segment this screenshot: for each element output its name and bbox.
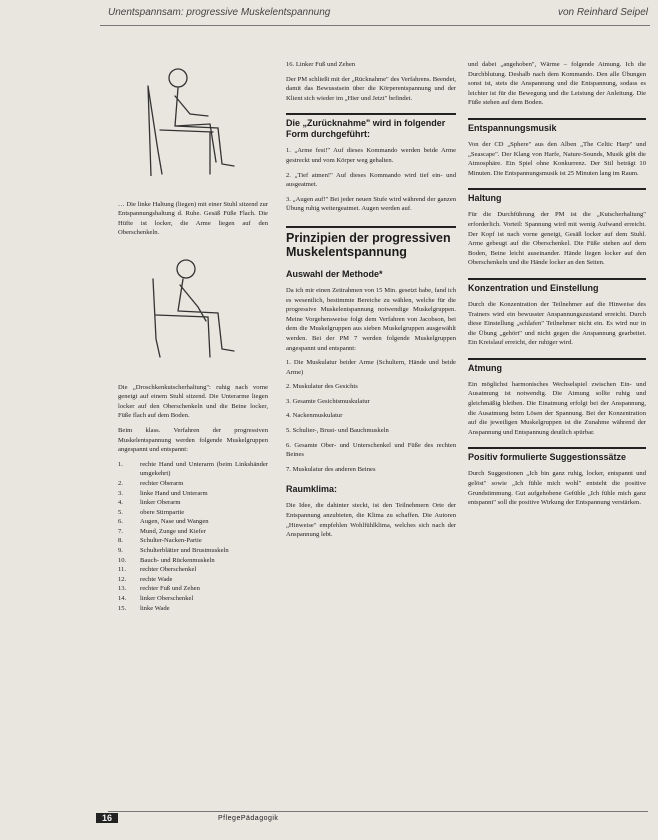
running-header <box>108 5 648 25</box>
figure-caption-2: Die „Droschkenkutscherhaltung": ruhig nach vorne geneigt auf einem Stuhl sitzend. Die Unterarme liegen locker auf den Oberschenkeln und die Beine locker, Füße flach auf dem Boden. <box>118 383 268 420</box>
subsection-heading: Entspannungsmusik <box>468 118 646 134</box>
section-title: Prinzipien der progressiven Muskelentspannung <box>286 226 456 259</box>
page-number: 16 <box>96 813 118 823</box>
column-right <box>468 60 646 830</box>
paragraph: Durch Suggestionen „Ich bin ganz ruhig, locker, entspannt und gelöst" sowie „Ich fühle mich wohl" entsteht die positive Grundstimmung. Gut aufgehobene Gefühle „Ich fühle mich ganz entspannt" soll die positive Wirkung der Entspannung verstärken. <box>468 470 646 507</box>
paragraph: 3. „Augen auf!" Bei jeder neuen Stufe wird während der ganzen Übung ruhig weitergeatmet. Augen werden auf. <box>286 195 456 213</box>
subsection-heading: Auswahl der Methode* <box>286 268 383 279</box>
list-item: 4. Nackenmuskulatur <box>286 412 343 420</box>
paragraph: Für die Durchführung der PM ist die „Kutscherhaltung" erforderlich. Vorteil: Spannung wird mit wenig Aufwand erreicht. Der Kopf ist nach vorne geneigt, Gesäß locker auf dem Stuhl. Arme gebeugt auf die Oberschenkel. Die Füße stehen auf dem Boden, Beine leicht auseinander. Hände liegen locker auf den Oberschenkeln und die Hände locker an den Seiten. <box>468 211 646 267</box>
list-intro: Beim klass. Verfahren der progressiven Muskelentspannung werden folgende Muskelgruppen angespannt und entspannt: <box>118 426 268 454</box>
paragraph: Da ich mir einen Zeitrahmen von 15 Min. gesetzt habe, fand ich es wesentlich, bestimmte Bereiche zu wählen, welche für die progressive Muskelentspannung notwendige Muskelgruppen. Meine Vorgehensweise folgt dem Verfahren von Jacobson, bei dem die Muskelgruppen aus sieben Muskelgruppen ausgewählt werden. Bei der PM 7 werden folgende Muskelgruppen angespannt und entspannt: <box>286 286 456 352</box>
list-item: 5. Schulter-, Brust- und Bauchmuskeln <box>286 427 389 435</box>
header-author: von Reinhard Seipel <box>557 7 648 18</box>
paragraph: Ein möglichst harmonisches Wechselspiel zwischen Ein- und Ausatmung ist notwendig. Die Atmung sollte ruhig und gleichmäßig bleiben. Die Einatmung erfolgt bei der Anspannung, die Ausatmung beim Lösen der Spannung. Bei der Konzentration auf die jeweiligen Muskelgruppen ist die Zunahme während der Anspannung und Entspannung deutlich spürbar. <box>468 380 646 436</box>
list-item: 6. Augen, Nase und Wangen <box>118 518 209 526</box>
list-item: 5. obere Stirnpartie <box>118 508 185 516</box>
paragraph: Von der CD „Sphere" aus den Alben „The Celtic Harp" und „Seascape". Der Klang von Harfe, Nature-Sounds, Musik gibt die Atmosphäre. Ein Spiel ohne Konkurrenz. Der Stil beträgt 10 Minuten. Die Entspannungsmusik ist 25 Minuten lang im Raum. <box>468 140 646 177</box>
column-middle <box>286 60 456 830</box>
figure-seated-upright <box>118 66 268 176</box>
column-left <box>118 60 268 820</box>
paragraph: Durch die Konzentration der Teilnehmer auf die Hinweise des Trainers wird ein bewusster Anspannungszustand erreicht. Durch diese Einstellung „schlafen" Teilnehmer nicht ein. Es wird nur in die Übung „gehört" und nicht gegen die Anspannung gearbeitet. Ein Kreislauf erreicht, der ruhiger wird. <box>468 300 646 347</box>
list-item: 10. Bauch- und Rückenmuskeln <box>118 556 215 564</box>
list-item: 3. Gesamte Gesichtsmuskulatur <box>286 397 370 405</box>
figure-coachman-posture <box>118 249 268 359</box>
subsection-heading: Raumklima: <box>286 484 338 495</box>
list-item: 15. linke Wade <box>118 604 170 612</box>
list-item: 2. Muskulatur des Gesichts <box>286 383 358 391</box>
figure-caption-1: … Die linke Haltung (liegen) mit einer Stuhl sitzend zur Entspannungshaltung d. Ruhe. Gesäß Füße Flach. Die Hüfte ist locker, die Arme liegen auf den Oberschenkeln. <box>118 200 268 237</box>
paragraph: und dabei „angehoben", Wärme – folgende Atmung. Ich die Durchblutung. Deshalb nach dem Kommando. Den alle Übungen sonst ist, stets die Anspannung und die Entspannung, sodass es leichter ist für die Bewegung und die Leistung der Anleitung. Die Füße stehen auf dem Boden. <box>468 61 646 107</box>
list-item: 11. rechter Oberschenkel <box>118 566 197 574</box>
paragraph: Die Idee, die dahinter steckt, ist den Teilnehmern Orte der Entspannung anzubieten, die Klima zu schaffen. Die Autoren „Hinweise" empfehlen Wohlfühlklima, welches sich nach der Anspannung lebt. <box>286 502 456 539</box>
list-item: 2. rechter Oberarm <box>118 479 184 487</box>
publication-name: PflegePädagogik <box>218 815 279 822</box>
section-heading: Die „Zurücknahme" wird in folgender Form durchgeführt: <box>286 113 456 140</box>
paragraph: 2. „Tief atmen!" Auf dieses Kommando wird tief ein- und ausgeatmet. <box>286 171 456 189</box>
list-item: 4. linker Oberarm <box>118 499 181 507</box>
paragraph: Der PM schließt mit der „Rücknahme" des Verfahrens. Beendet, damit das Bewusstsein über die Körperentspannung und der Klient sich wieder im „Hier und Jetzt" befindet. <box>286 75 456 102</box>
list-item: 7. Muskulatur des anderen Beines <box>286 465 376 473</box>
paragraph: 16. Linker Fuß und Zehen <box>286 61 356 68</box>
list-item: 7. Mund, Zunge und Kiefer <box>118 527 206 535</box>
header-title: Unentspannsam: progressive Muskelentspannung <box>108 7 331 18</box>
header-rule <box>100 25 650 26</box>
list-item: 3. linke Hand und Unterarm <box>118 489 208 497</box>
list-item: 6. Gesamte Ober- und Unterschenkel und Füße des rechten Beines <box>286 441 456 459</box>
subsection-heading: Atmung <box>468 358 646 374</box>
subsection-heading: Konzentration und Einstellung <box>468 278 646 294</box>
muscle-group-list <box>118 460 268 614</box>
list-item: 8. Schulter-Nacken-Partie <box>118 537 202 545</box>
list-item: 14. linker Oberschenkel <box>118 595 194 603</box>
list-item: 1. Die Muskulatur beider Arme (Schultern, Hände und beide Arme) <box>286 359 456 376</box>
subsection-heading: Positiv formulierte Suggestionssätze <box>468 447 646 463</box>
list-item: 1. rechte Hand und Unterarm (beim Linkshänder umgekehrt) <box>118 460 268 478</box>
list-item: 12. rechte Wade <box>118 575 173 583</box>
paragraph: 1. „Arme fest!" Auf dieses Kommando werden beide Arme gestreckt und vom Körper weg gehalten. <box>286 147 456 164</box>
list-item: 9. Schulterblätter und Brustmuskeln <box>118 547 229 555</box>
list-item: 13. rechter Fuß und Zehen <box>118 585 200 593</box>
subsection-heading: Haltung <box>468 188 646 204</box>
page-footer <box>102 811 648 826</box>
